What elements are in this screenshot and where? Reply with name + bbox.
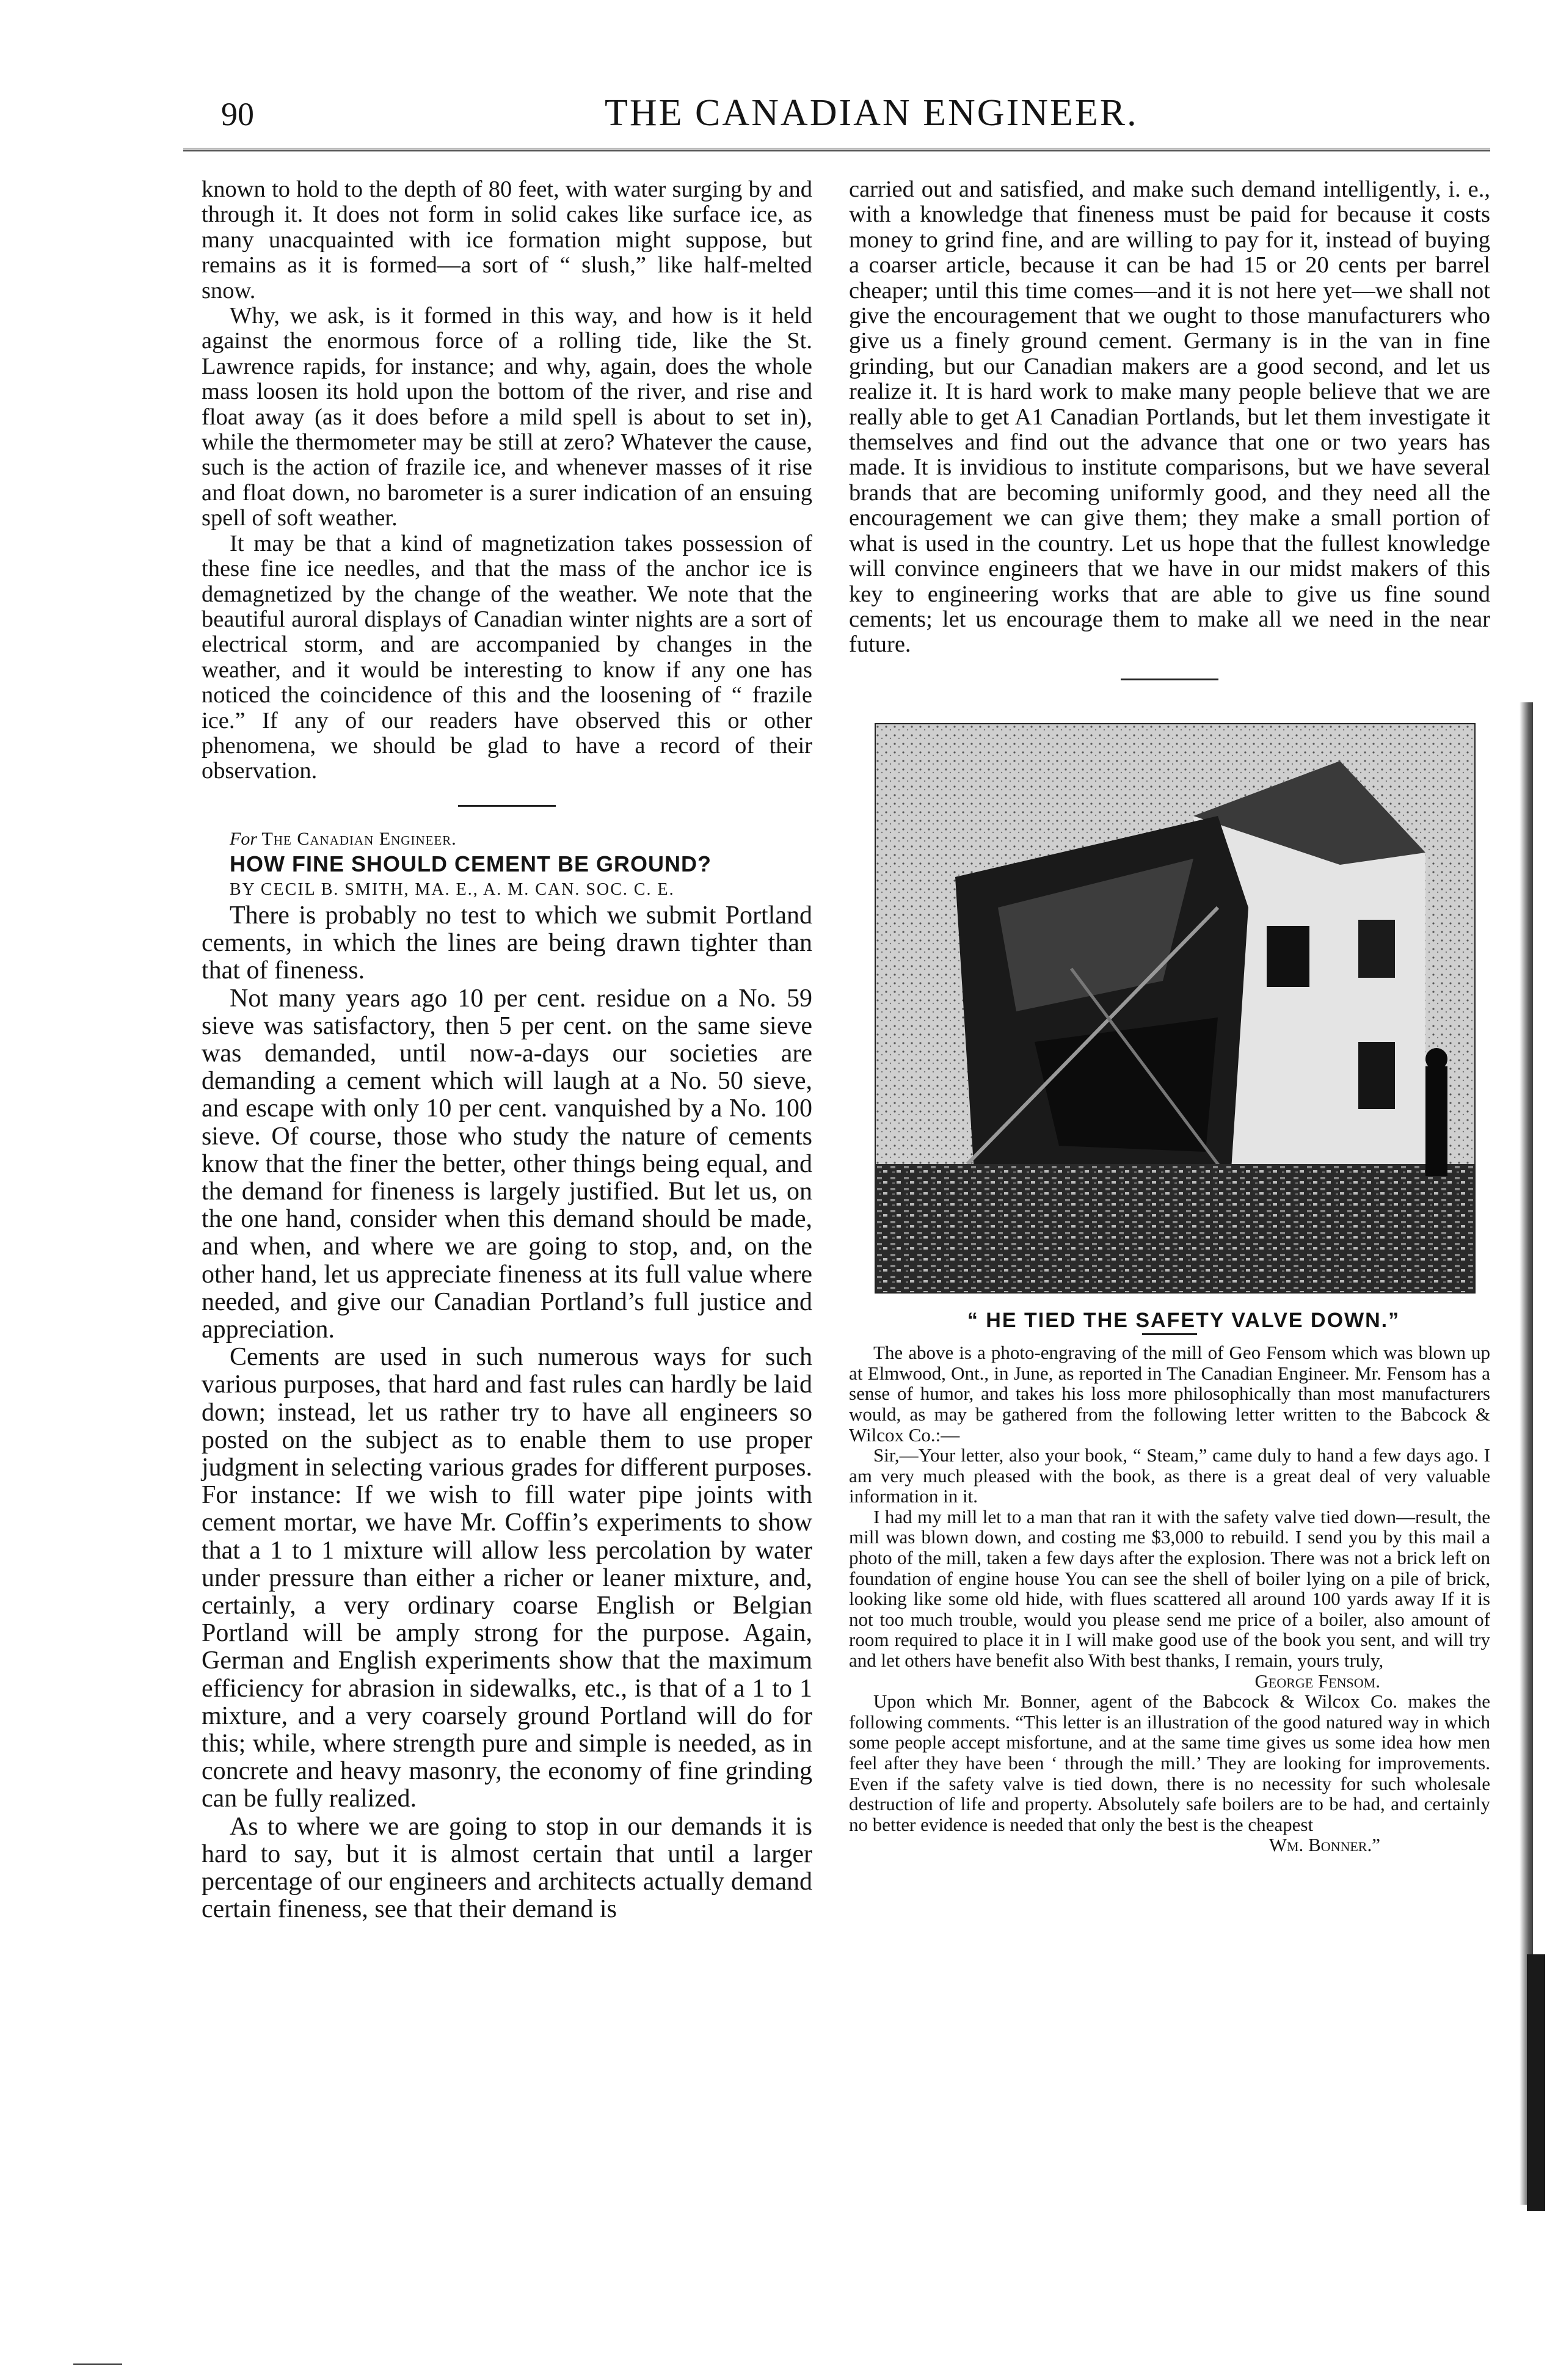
section-divider xyxy=(458,805,556,807)
paragraph: I had my mill let to a man that ran it with the safety valve tied down—result, the mill was blown down, and costing me $3,000 to rebuild. I send you by this mail a photo of the mill, taken a few days after the explosion. There was not a brick left on foundation of engine house You can see the shell of boiler lying on a pile of brick, looking like some old hide, with flues scattered all around 100 yards away If it is not too much trouble, would you please send me price of a boiler, also amount of room required to place it in I will make good use of the book you sent, and will try and let others have benefit also With best thanks, I remain, yours truly, xyxy=(849,1505,1490,1672)
paragraph: It may be that a kind of magnetization takes possession of these fine ice needles, and that the mass of the anchor ice is demagnetized by the change of the weather. We note that the beautiful auroral displays of Canadian winter nights are a sort of electrical storm, and are accompanied by changes in the weather, and it would be interesting to know if any one has noticed the coincidence of this and the loosening of “ frazile ice.” If any of our readers have observed this or other phenomena, we should be glad to have a record of their observation. xyxy=(202,530,812,784)
left-column xyxy=(202,177,812,1923)
publication-name: The Canadian Engineer. xyxy=(261,828,457,849)
scan-edge-dark xyxy=(1527,1954,1545,2211)
paragraph: Why, we ask, is it formed in this way, and how is it held against the enormous force of a rolling tide, like the St. Lawrence rapids, for instance; and why, again, does the whole mass loosen its hold upon the bottom of the river, and rise and float away (as it does before a mild spell is about to set in), while the thermometer may be still at zero? Whatever the cause, such is the action of frazile ice, and whenever masses of it rise and float down, no barometer is a surer indication of an ensuing spell of soft weather. xyxy=(202,303,812,531)
for-label: For xyxy=(230,828,257,849)
caption-text xyxy=(849,1342,1490,1855)
page-header xyxy=(183,90,1490,139)
header-rule xyxy=(183,148,1490,151)
paragraph: There is probably no test to which we submit Portland cements, in which the lines are being drawn tighter than that of fineness. xyxy=(202,901,812,985)
paragraph: As to where we are going to stop in our demands it is hard to say, but it is almost certain that until a larger percentage of our engineers and architects actually demand certain fineness, see that their demand is xyxy=(202,1812,812,1924)
right-column xyxy=(849,177,1490,1855)
footer-mark xyxy=(73,2364,122,2365)
paragraph: The above is a photo-engraving of the mill of Geo Fensom which was blown up at Elmwood, Ont., in June, as reported in The Canadian Engineer. Mr. Fensom has a sense of humor, and takes his loss more philosophically than most manufacturers would, as may be gathered from the following letter written to the Babcock & Wilcox Co.:— xyxy=(849,1342,1490,1446)
mill-ruins-photo xyxy=(876,724,1474,1292)
paragraph: Sir,—Your letter, also your book, “ Steam,” came duly to hand a few days ago. I am very much pleased with the book, as there is a great deal of very valuable information in it. xyxy=(849,1444,1490,1507)
paragraph: Not many years ago 10 per cent. residue on a No. 59 sieve was satisfactory, then 5 per cent. on the same sieve was demanded, until now-a-days our societies are demanding a cement which will laugh at a No. 50 sieve, and escape with only 10 per cent. vanquished by a No. 100 sieve. Of course, those who study the nature of cements know that the finer the better, other things being equal, and the demand for fineness is largely justified. But let us, on the one hand, consider when this demand should be made, and when, and where we are going to stop, and, on the other hand, let us appreciate fineness at its full value where needed, and give our Canadian Portland’s full justice and appreciation. xyxy=(202,984,812,1344)
article-author: BY CECIL B. SMITH, MA. E., A. M. CAN. SOC. C. E. xyxy=(230,879,675,899)
fensom-signature: George Fensom. xyxy=(1254,1670,1380,1692)
article-title: HOW FINE SHOULD CEMENT BE GROUND? xyxy=(230,851,712,877)
paragraph: known to hold to the depth of 80 feet, with water surging by and through it. It does not form in solid cakes like surface ice, as many unacquainted with ice formation might suppose, but remains as it is formed—a sort of “ slush,” like half-melted snow. xyxy=(202,176,812,304)
page-number: 90 xyxy=(221,96,254,133)
caption-divider xyxy=(1142,1333,1197,1335)
publication-credit xyxy=(202,826,812,851)
paragraph: Upon which Mr. Bonner, agent of the Babcock & Wilcox Co. makes the following comments. “This letter is an illustration of the good natured way in which some people accept misfortune, and at the same time gives us some idea how men feel after they have been ‘ through the mill.’ They are looking for improvements. Even if the safety valve is tied down, there is no necessity for such wholesale destruction of life and property. Absolutely safe boilers are to be had, and certainly no better evidence is needed that only the best is the cheapest xyxy=(849,1690,1490,1835)
mill-photo xyxy=(875,723,1476,1294)
photo-caption-title: “ HE TIED THE SAFETY VALVE DOWN.” xyxy=(967,1308,1400,1332)
running-title: THE CANADIAN ENGINEER. xyxy=(605,92,1138,134)
paragraph: carried out and satisfied, and make such demand intelligently, i. e., with a knowledge that fineness must be paid for because it costs money to grind fine, and are willing to pay for it, instead of buying a coarser article, because it can be had 15 or 20 cents per barrel cheaper; until this time comes—and it is not here yet—we shall not give the encouragement that we ought to those manufacturers who give us a finely ground cement. Germany is in the van in fine grinding, but our Canadian makers are a good second, and let us realize it. It is hard work to make many people believe that we are really able to get A1 Canadian Portlands, but let them investigate it themselves and find out the advance that one or two years has made. It is invidious to institute comparisons, but we have several brands that are becoming uniformly good, and they need all the encouragement we can give them; they make a small portion of what is used in the country. Let us hope that the fullest knowledge will convince engineers that we have in our midst makers of this key to engineering works that are able to give us fine sound cements; let us encourage them to make all we need in the near future. xyxy=(849,176,1490,658)
article-body xyxy=(202,902,812,1924)
section-divider xyxy=(1121,679,1218,680)
paragraph: Cements are used in such numerous ways for such various purposes, that hard and fast rules can hardly be laid down; instead, let us rather try to have all engineers so posted on the subject as to enable them to use proper judgment in selecting various grades for different purposes. For instance: If we wish to fill water pipe joints with cement mortar, we have Mr. Coffin’s experiments to show that a 1 to 1 mixture will allow less percolation by water under pressure than either a richer or leaner mixture, and, certainly, a very ordinary coarse English or Belgian Portland will be amply strong for the purpose. Again, German and English experiments show that the maximum efficiency for abrasion in sidewalks, etc., is that of a 1 to 1 mixture, and a very coarsely ground Portland will do for this; while, where strength pure and simple is needed, as in concrete and heavy masonry, the economy of fine grinding can be fully realized. xyxy=(202,1343,812,1813)
bonner-signature: Wm. Bonner.” xyxy=(1269,1834,1380,1856)
